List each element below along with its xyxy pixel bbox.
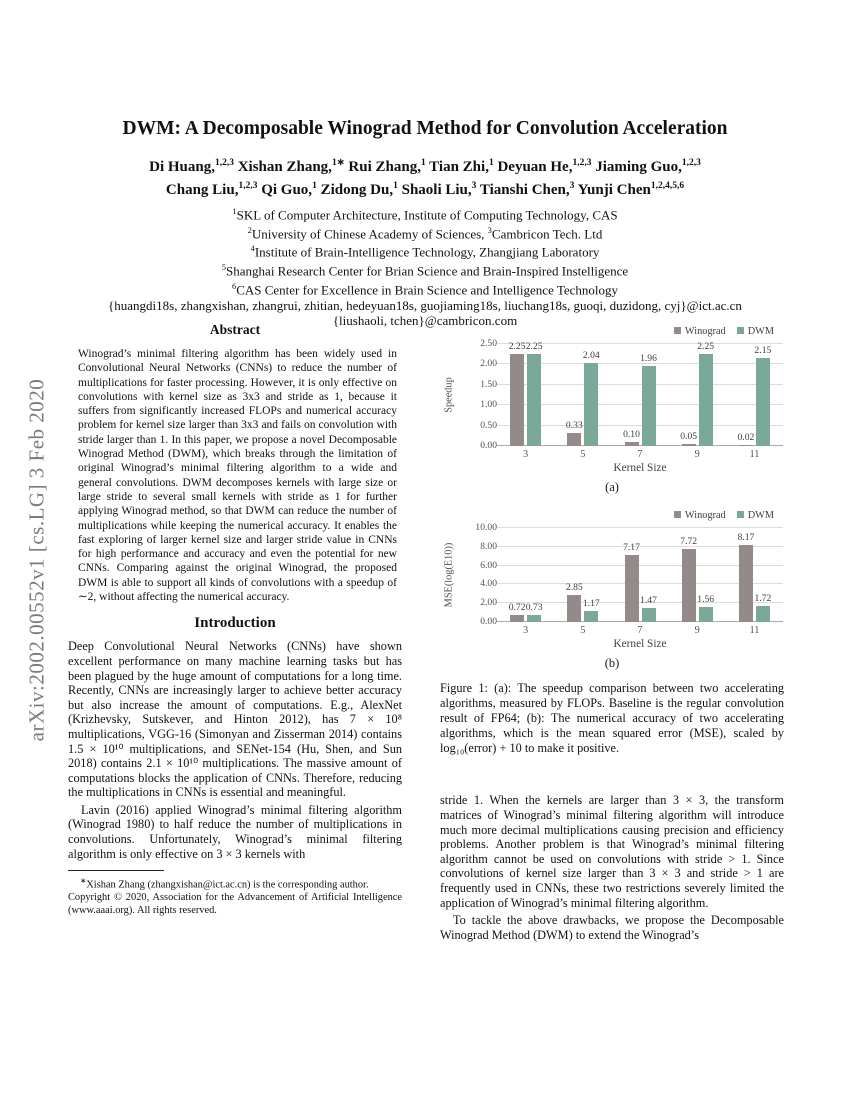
bar-value-label: 2.04 [582,350,600,361]
bar-value-label: 2.15 [754,345,772,356]
legend-swatch-icon [737,327,744,334]
y-tick-label: 1.50 [480,378,497,390]
legend-item [674,510,726,521]
superscript: 1,2,3 [238,181,258,191]
chart-bar [525,602,543,622]
bar-value-label: 7.72 [680,536,698,547]
y-tick-label: 6.00 [480,559,497,571]
figure-1-caption: Figure 1: (a): The speedup comparison between two accelerating algorithms, measured by FLOPs. Baseline is the regular convolution result of FP64; (b): The numerical accuracy of two accelerating algorithms, which is the mean squared error (MSE), scaled by log₁₀(error) + 10 to make it positive. [440,681,784,756]
superscript: 5 [221,262,227,273]
chart-bar [697,341,715,446]
y-tick-label: 2.50 [480,338,497,349]
bar-value-label: 1.96 [640,353,657,364]
y-tick-label: 2.00 [480,358,497,370]
superscript: 1,2,3 [214,158,234,168]
author-line-1: Di Huang,$^{1,2,3}$ Xishan Zhang,$^{1∗}$ Rui Zhang,$^1$ Tian Zhi,$^1$ Deyuan He,$^{1,2,3}$ Jiaming Guo,$^{1,2,3}$ [149,158,701,175]
bar-value-label: 0.02 [737,432,755,443]
chart-bar [525,341,543,446]
superscript: 2 [247,224,252,235]
affiliation-line: $^2$University of Chinese Academy of Sciences, $^3$Cambricon Tech. Ltd [247,224,603,242]
superscript: 3 [569,181,575,191]
chart-bar [623,542,640,622]
superscript: 1 [488,158,494,168]
x-axis-ticks [497,449,783,460]
author-line-2: Chang Liu,$^{1,2,3}$ Qi Guo,$^1$ Zidong Du,$^1$ Shaoli Liu,$^3$ Tianshi Chen,$^3$ Yunji Chen$^{1,2,4,5,6}$ [165,181,685,198]
bar-group [554,528,611,622]
superscript: 1 [232,206,237,216]
chart-bar [697,594,715,622]
figure-1b-bar-chart [440,506,784,674]
x-tick-label: 9 [694,625,700,636]
legend-item [674,326,726,337]
x-tick-label: 3 [523,625,529,636]
x-axis-ticks [497,625,783,636]
x-tick-label: 7 [637,625,643,636]
bar-group [669,341,726,446]
figure-1a-bar-chart [440,322,784,498]
y-tick-label: 10.00 [475,522,497,533]
superscript: 6 [231,280,237,291]
affiliations [60,204,790,328]
y-tick-label: 0.50 [480,419,497,431]
superscript: 1 [420,158,426,168]
y-axis-label: Speedup [443,377,455,413]
x-tick-label: 7 [637,449,643,460]
legend-label: Winograd [684,510,726,521]
y-tick-label: 2.00 [480,597,497,609]
superscript: 1,2,3 [572,158,592,168]
chart-bar [737,432,755,446]
chart-bar [754,593,772,622]
x-axis-label: Kernel Size [613,462,667,474]
chart-bar [640,595,657,622]
affiliation-line: {liushaoli, tchen}@cambricon.com [332,313,518,329]
chart-bar [737,532,755,622]
chart-bar [623,429,640,446]
bar-group [669,528,726,622]
abstract-text: Winograd’s minimal filtering algorithm has been widely used in Convolutional Neural Networks (CNNs) to reduce the number of multiplications for faster processing. However, it is only effective on convolutions with kernel size as 3x3 and stride as 1, because it suffers from significantly increased FLOPs and numerical accuracy problem for kernel size larger than 3x3 and fails on convolution with stride larger than 1. In this paper, we propose a novel Decomposable Winograd Method (DWM), which breaks through the limitation of original Winograd’s minimal filtering algorithm to a wide and general convolutions. DWM decomposes kernels with large size or large stride to several small kernels with stride as 1 for further applying Winograd method, so that DWM can reduce the number of multiplications while keeping the numerical accuracy. It enables the fast exploring of larger kernel size and larger stride value in CNNs for high performance and accuracy and even the potential for new CNNs. Comparing against the original Winograd, the proposed DWM is able to support all kinds of convolutions with a speedup of ∼2, without affecting the numerical accuracy. [78,348,397,604]
superscript: 1,2,4,5,6 [650,181,685,191]
superscript: ∗ [80,876,87,886]
legend-swatch-icon [674,511,681,518]
bar-value-label: 0.33 [565,420,583,431]
x-tick-label: 11 [749,625,760,636]
bar-value-label: 2.25 [697,341,715,352]
y-tick-label: 0.00 [480,440,497,451]
bar-group [497,528,554,622]
x-tick-label: 9 [694,449,700,460]
section-heading-introduction: Introduction [194,615,276,632]
legend-label: DWM [747,326,774,337]
legend-item [737,510,774,521]
affiliation-line: {huangdi18s, zhangxishan, zhangrui, zhitian, hedeyuan18s, guojiaming18s, liuchang18s, guoqi, duzidong, cyj}@ict.ac.cn [108,297,742,313]
bar-value-label: 0.72 [508,602,526,613]
bar-value-label: 2.85 [565,582,583,593]
chart-bar [565,582,583,622]
figure-sublabel: (b) [604,656,620,670]
chart-bar [640,353,657,446]
bar-groups [497,528,783,622]
y-tick-label: 4.00 [480,578,497,590]
legend-item [737,326,774,337]
y-tick-label: 8.00 [480,540,497,552]
bar-value-label: 2.25 [525,341,543,352]
legend-swatch-icon [674,327,681,334]
chart-bar [508,341,526,446]
bar-value-label: 2.25 [508,341,526,352]
bar-value-label: 1.72 [754,593,772,604]
bar-group [497,341,554,446]
bar-group [726,528,783,622]
affiliation-line: $^5$Shanghai Research Center for Brian Science and Brain-Inspired Instelligence [221,262,629,279]
x-tick-label: 5 [580,449,586,460]
y-tick-label: 1.00 [480,399,497,411]
affiliation-line: $^6$CAS Center for Excellence in Brain Science and Intelligence Technology [231,280,619,298]
intro-paragraph-1: Deep Convolutional Neural Networks (CNNs) have shown excellent performance on many machine learning tasks but has been plagued by the huge amount of computations for a long time. Recently, CNNs are increasingly larger to achieve better accuracy but also increase the amount of computations. E.g., AlexNet (Krizhevsky, Sutskever, and Hinton 2012), has 7 × 10⁸ multiplications, VGG-16 (Simonyan and Zisserman 2014) contains 1.5 × 10¹⁰ multiplications, and SENet-154 (Hu, Shen, and Sun 2018) contains 2.1 × 10¹⁰ multiplications. The massive amount of computations blocks the application of CNNs. Therefore, reducing the multiplications in CNNs is essential and meaningful. [68,639,402,800]
chart-plot-area [497,528,783,622]
y-tick-label: 0.00 [480,616,497,627]
superscript: 1∗ [331,158,345,168]
x-tick-label: 11 [749,449,760,460]
superscript: 1 [393,181,398,191]
arxiv-watermark: arXiv:2002.00552v1 [cs.LG] 3 Feb 2020 [24,378,49,742]
body-paragraph-1: stride 1. When the kernels are larger than 3 × 3, the transform matrices of Winograd’s minimal filtering algorithm will introduce much more decimal multiplications causing precision and efficiency problems. Another problem is that Winograd’s minimal filtering algorithm cannot be used on convolutions with stride > 1. Since convolutions of kernel size larger than 3 × 3 and stride > 1 are frequently used in CNNs, these two restrictions severely limited the application of Winograd’s minimal filtering algorithm. [440,793,784,910]
bar-value-label: 0.05 [680,431,698,442]
paper-header [60,118,790,328]
chart-bar [582,350,600,446]
bar-group [554,344,611,446]
body-paragraph-2: To tackle the above drawbacks, we propose the Decomposable Winograd Method (DWM) to extend the Winograd’s [440,913,784,942]
bar-value-label: 7.17 [623,542,640,553]
chart-bar [680,536,698,622]
footnote [68,870,402,917]
legend-swatch-icon [737,511,744,518]
intro-paragraph-2: Lavin (2016) applied Winograd’s minimal filtering algorithm (Winograd 1980) to half reduce the number of multiplications in convolutions. Unfortunately, Winograd’s minimal filtering algorithm is only effective on 3 × 3 kernels with [68,802,402,861]
chart-legend [674,510,774,521]
superscript: 3 [471,181,477,191]
bar-value-label: 1.56 [697,594,715,605]
bar-value-label: 8.17 [737,532,755,543]
figure-sublabel: (a) [605,480,619,494]
y-axis-label: MSE(log(E10)) [443,542,455,608]
bar-value-label: 0.73 [525,602,543,613]
bar-group [611,528,668,622]
bar-group [611,344,668,446]
affiliation-line: $^4$Institute of Brain-Intelligence Technology, Zhangjiang Laboratory [250,243,600,260]
x-tick-label: 3 [523,449,529,460]
paper-title: DWM: A Decomposable Winograd Method for Convolution Acceleration [122,118,728,139]
footnote-copyright: Copyright © 2020, Association for the Advancement of Artificial Intelligence (www.aaai.org). All rights reserved. [68,892,402,916]
bar-value-label: 1.47 [640,595,657,606]
footnote-corresponding-author: ∗Xishan Zhang (zhangxishan@ict.ac.cn) is the corresponding author. [80,876,369,891]
superscript: 4 [250,243,255,254]
left-column [68,322,402,917]
chart-bar [754,345,772,446]
chart-bar [508,602,526,622]
superscript: 3 [487,224,492,235]
chart-bar [582,598,600,622]
superscript: 1,2,3 [681,158,701,168]
legend-label: Winograd [684,326,726,337]
chart-legend [674,326,774,337]
abstract-heading: Abstract [209,322,261,337]
author-list [60,154,790,200]
bar-group [726,344,783,446]
chart-bar [565,420,583,446]
right-column [440,322,784,942]
affiliation-line: $^1$SKL of Computer Architecture, Institute of Computing Technology, CAS [232,206,618,223]
chart-plot-area [497,341,783,446]
bar-value-label: 0.10 [623,429,640,440]
bar-groups [497,341,783,446]
bar-value-label: 1.17 [582,598,600,609]
legend-label: DWM [747,510,774,521]
x-axis-label: Kernel Size [613,638,667,650]
x-tick-label: 5 [580,625,586,636]
footnote-rule [68,870,164,871]
chart-bar [680,431,698,446]
superscript: 1 [312,181,317,191]
